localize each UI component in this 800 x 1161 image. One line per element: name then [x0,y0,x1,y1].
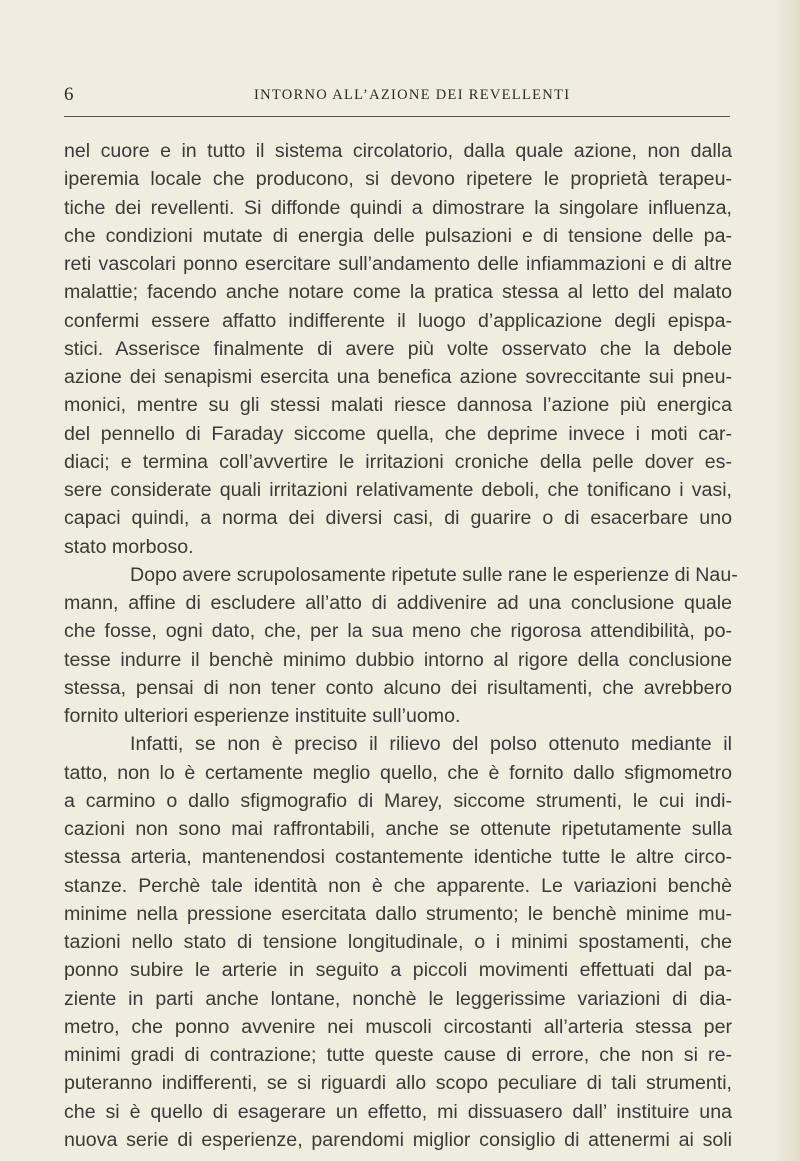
text-line: capaci quindi, a norma dei diversi casi, di guarire o di esacerbare uno [64,507,732,530]
text-line: azione dei senapismi esercita una benefica azione sovreccitante sui pneu- [64,366,732,388]
page-header [64,84,730,110]
text-line: tazioni nello stato di tensione longitudinale, o i minimi spostamenti, che [64,931,732,953]
text-line: stessa arteria, mantenendosi costantemente identiche tutte le altre circo- [64,846,732,869]
text-line: sere considerate quali irritazioni relativamente deboli, che tonificano i vasi, [64,479,732,501]
text-line: diaci; e termina coll’avvertire le irritazioni croniche della pelle dover es- [64,450,732,473]
text-line: stici. Asserisce finalmente di avere più volte osservato che la debole [64,337,732,360]
text-line: che condizioni mutate di energia delle pulsazioni e di tensione delle pa- [64,224,732,247]
header-rule [64,116,730,117]
text-line: mann, affine di escludere all’atto di addivenire ad una conclusione quale [64,592,732,614]
body-text [64,137,738,1154]
text-line: del pennello di Faraday siccome quella, che deprime invece i moti car- [64,422,732,445]
text-line: a carmino o dallo sfigmografio di Marey, siccome strumenti, le cui indi- [64,789,732,812]
text-line: reti vascolari ponno esercitare sull’andamento delle infiammazioni e di altre [64,253,732,275]
text-line: tesse indurre il benchè minimo dubbio intorno al rigore della conclusione [64,648,732,671]
text-line: minimi gradi di contrazione; tutte queste cause di errore, che non si re- [64,1044,732,1066]
page-edge-shadow [774,0,800,1161]
text-line: monici, mentre su gli stessi malati riesce dannosa l’azione più energica [64,394,732,417]
text-line: puteranno indifferenti, se si riguardi allo scopo peculiare di tali strumenti, [64,1072,732,1095]
text-line: malattie; facendo anche notare come la pratica stessa al letto del malato [64,281,732,304]
text-line: iperemia locale che producono, si devono ripetere le proprietà terapeu- [64,168,732,191]
text-line: cazioni non sono mai raffrontabili, anche se ottenute ripetutamente sulla [64,818,732,840]
text-line: stessa, pensai di non tener conto alcuno dei risultamenti, che avrebbero [64,676,732,699]
text-line: che fosse, ogni dato, che, per la sua meno che rigorosa attendibilità, po- [64,620,732,643]
paragraph-last-line: fornito ulteriori esperienze instituite sull’uomo. [64,705,461,727]
text-line: tatto, non lo è certamente meglio quello, che è fornito dallo sfigmometro [64,761,732,784]
text-line: ziente in parti anche lontane, nonchè le leggerissime variazioni di dia- [64,987,732,1010]
paragraph-first-line: Infatti, se non è preciso il rilievo del polso ottenuto mediante il [130,733,732,756]
text-line: metro, che ponno avvenire nei muscoli circostanti all’arteria stessa per [64,1015,732,1038]
text-line: confermi essere affatto indifferente il luogo d’applicazione degli epispa- [64,309,732,332]
text-line: ponno subire le arterie in seguito a piccoli movimenti effettuati dal pa- [64,959,732,982]
paragraph-last-line: stato morboso. [64,535,194,558]
text-line: stanze. Perchè tale identità non è che apparente. Le variazioni benchè [64,874,732,897]
text-line: nel cuore e in tutto il sistema circolatorio, dalla quale azione, non dalla [64,140,732,162]
text-line: minime nella pressione esercitata dallo strumento; le benchè minime mu- [64,902,732,925]
paragraph-first-line: Dopo avere scrupolosamente ripetute sulle rane le esperienze di Nau- [130,563,738,586]
page-number: 6 [64,84,74,105]
text-line: nuova serie di esperienze, parendomi miglior consiglio di attenermi ai soli [64,1128,732,1151]
text-line: che si è quello di esagerare un effetto, mi dissuasero dall’ instituire una [64,1100,732,1123]
running-title: INTORNO ALL’AZIONE DEI REVELLENTI [254,87,571,103]
text-line: tiche dei revellenti. Si diffonde quindi a dimostrare la singolare influenza, [64,196,732,219]
